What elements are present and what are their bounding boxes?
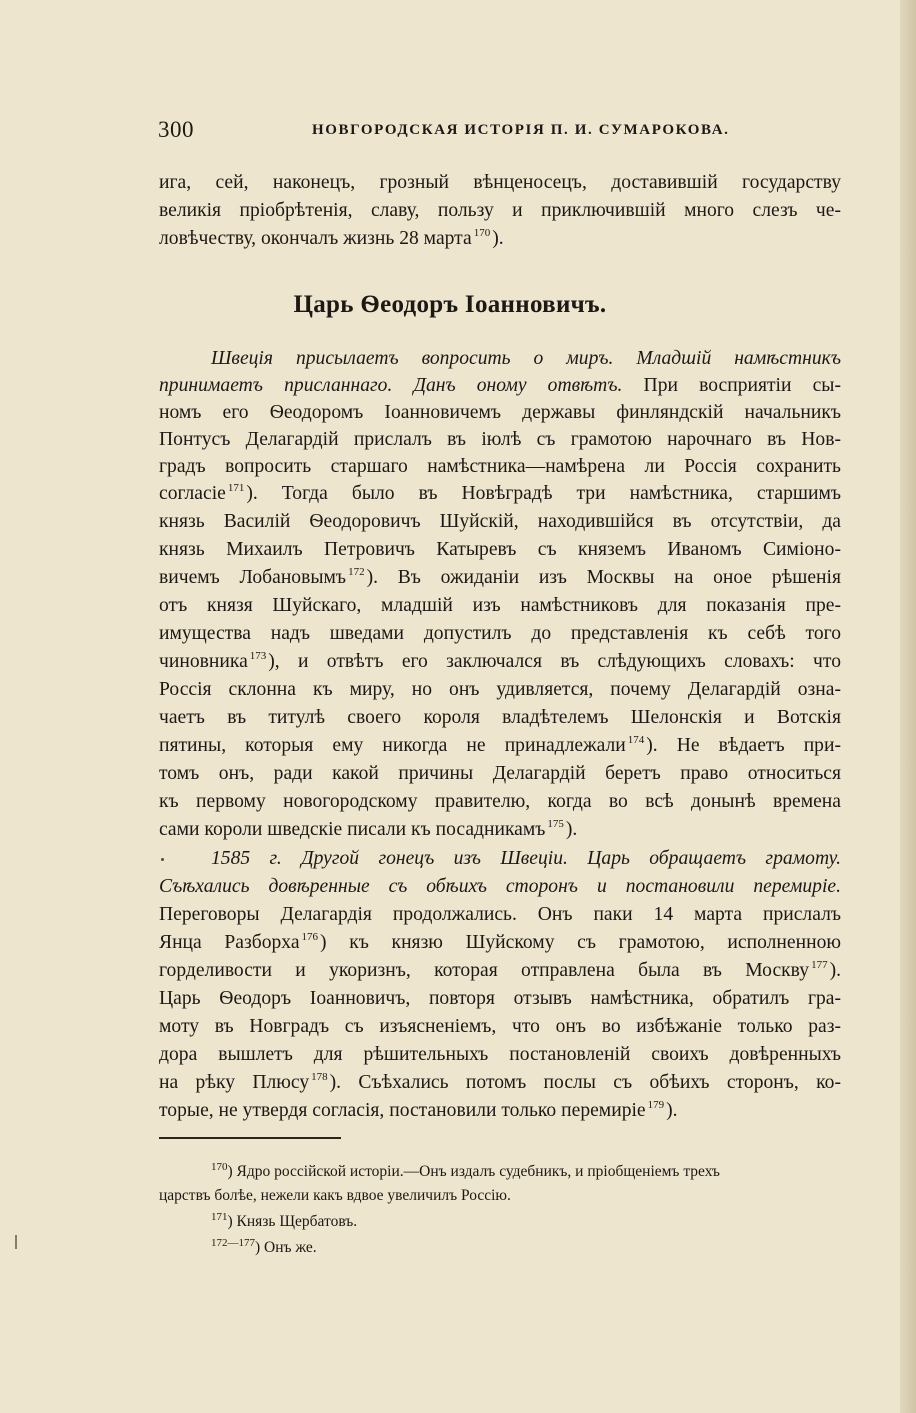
p2-line [159,930,841,956]
p1-line [159,733,841,759]
intro-line-last [159,226,841,252]
p2-text: ). Съѣхались потомъ послы съ обѣихъ сторонъ, ко- [329,1072,841,1093]
p2-text: ). [829,960,841,981]
p1-text: пятины, которыя ему никогда не принадлежали [159,735,626,756]
footnote-170 [211,1160,841,1185]
p1-text: ), и отвѣтъ его заключался въ слѣдующихъ словахъ: что [268,651,841,672]
p2-summary-line: Съѣхались довѣренные съ обѣихъ сторонъ и постановили перемиріе. [159,876,841,897]
intro-line: великія пріобрѣтенія, славу, пользу и приключившій много слезъ че- [159,200,841,221]
footnote-ref: 174 [627,734,645,746]
p2-line: моту въ Новградъ съ изъясненіемъ, что онъ во избѣжаніе только раз- [159,1016,841,1037]
p2-line: Царь Ѳеодоръ Іоанновичъ, повторя отзывъ намѣстника, обратилъ гра- [159,988,841,1009]
p2-summary-line: 1585 г. Другой гонецъ изъ Швеціи. Царь обращаетъ грамоту. [211,848,841,869]
p1-line [159,649,841,675]
p1-line [159,373,841,399]
intro-line: ига, сей, наконецъ, грозный вѣнценосецъ, доставившій государству [159,172,841,193]
footnote-text: ) Ядро россійской исторіи.—Онъ издалъ судебникъ, и пріобщеніемъ трехъ [227,1163,720,1180]
p1-line: отъ князя Шуйскаго, младшій изъ намѣстниковъ для показанія пре- [159,595,841,616]
footnote-ref: 171 [227,482,245,494]
p1-text: При восприятіи сы- [622,375,841,396]
footnote-ref: 177 [811,959,828,971]
footnote-number: 170 [211,1161,228,1173]
margin-mark [15,1235,17,1249]
footnote-ref: 176 [301,931,319,943]
p1-text: ). Не вѣдаетъ при- [646,735,841,756]
footnote-ref: 170 [473,227,491,239]
p1-line [159,481,841,507]
section-title: Царь Ѳеодоръ Іоанновичъ. [293,291,607,318]
footnote-rule [159,1137,341,1139]
p1-line: градъ вопросить старшаго намѣстника—намѣрена ли Россія сохранить [159,456,841,477]
p1-summary: принимаетъ присланнаго. Данъ оному отвѣтъ. [159,375,623,396]
footnote-number: 171 [211,1211,228,1223]
p1-text: ). Въ ожиданіи изъ Москвы на оное рѣшенія [366,567,842,588]
p2-text: горделивости и укоризнъ, которая отправлена была въ Москву [159,960,810,981]
p1-summary-line: Швеція присылаетъ вопросить о миръ. Младшій намѣстникъ [211,348,841,369]
p1-text: вичемъ Лобановымъ [159,567,347,588]
p1-text: чиновника [159,651,248,672]
p1-line: чаетъ въ титулѣ своего короля владѣтелемъ Шелонскія и Вотскія [159,707,841,728]
p2-line [159,958,841,984]
p1-text: согласіе [159,483,226,504]
footnote-number: 172—177 [211,1237,255,1249]
p1-text: ). [565,819,578,840]
p1-line: князь Василій Ѳеодоровичъ Шуйскій, находившійся въ отсутствіи, да [159,511,841,532]
p2-line: дора вышлетъ для рѣшительныхъ постановленій своихъ довѣренныхъ [159,1044,841,1065]
p1-line: князь Михаилъ Петровичъ Катыревъ съ княземъ Иваномъ Симіоно- [159,539,841,560]
p2-line: Переговоры Делагардія продолжались. Онъ паки 14 марта прислалъ [159,904,841,925]
p2-text: на рѣку Плюсу [159,1072,310,1093]
page-number: 300 [158,117,194,142]
footnote-ref: 179 [647,1099,665,1111]
p1-line: Россія склонна къ миру, но онъ удивляется, почему Делагардій озна- [159,679,841,700]
intro-text: ловѣчеству, окончалъ жизнь 28 марта [159,228,472,249]
p1-line: номъ его Ѳеодоромъ Іоанновичемъ державы финляндскій начальникъ [159,402,841,423]
p2-text: ) къ князю Шуйскому съ грамотою, исполненною [320,932,841,953]
p1-line: къ первому новогородскому правителю, когда во всѣ донынѣ времена [159,791,841,812]
p1-line [159,565,841,591]
p2-text: ). [666,1100,678,1121]
running-head: НОВГОРОДСКАЯ ИСТОРІЯ П. И. СУМАРОКОВА. [312,122,730,138]
footnote-ref: 175 [547,818,564,830]
footnote-171 [211,1210,893,1235]
footnote-170-cont: царствъ болѣе, нежели какъ вдвое увеличилъ Россію. [159,1187,511,1204]
p2-text: Янца Разборха [159,932,300,953]
footnote-text: ) Князь Щербатовъ. [227,1213,358,1230]
footnote-ref: 173 [249,650,267,662]
p1-line: Понтусъ Делагардій прислалъ въ іюлѣ съ грамотою нарочнаго въ Нов- [159,429,841,450]
p2-text: торые, не утвердя согласія, постановили только перемиріе [159,1100,646,1121]
page-edge [900,0,916,1413]
intro-end: ). [492,228,504,249]
p1-line-last [159,817,841,843]
p2-line [159,1070,841,1096]
p1-line: томъ онъ, ради какой причины Делагардій беретъ право относиться [159,763,841,784]
p1-text: ). Тогда было въ Новѣградѣ три намѣстника, старшимъ [246,483,841,504]
footnote-ref: 178 [311,1071,328,1083]
p1-text: сами короли шведскіе писали къ посадникамъ [159,819,546,840]
margin-mark [161,858,164,861]
footnote-ref: 172 [348,566,365,578]
p2-line-last [159,1098,841,1124]
footnote-172-177 [211,1236,893,1261]
footnote-text: ) Онъ же. [255,1239,317,1256]
p1-line: имущества надъ шведами допустилъ до представленія къ себѣ того [159,623,841,644]
